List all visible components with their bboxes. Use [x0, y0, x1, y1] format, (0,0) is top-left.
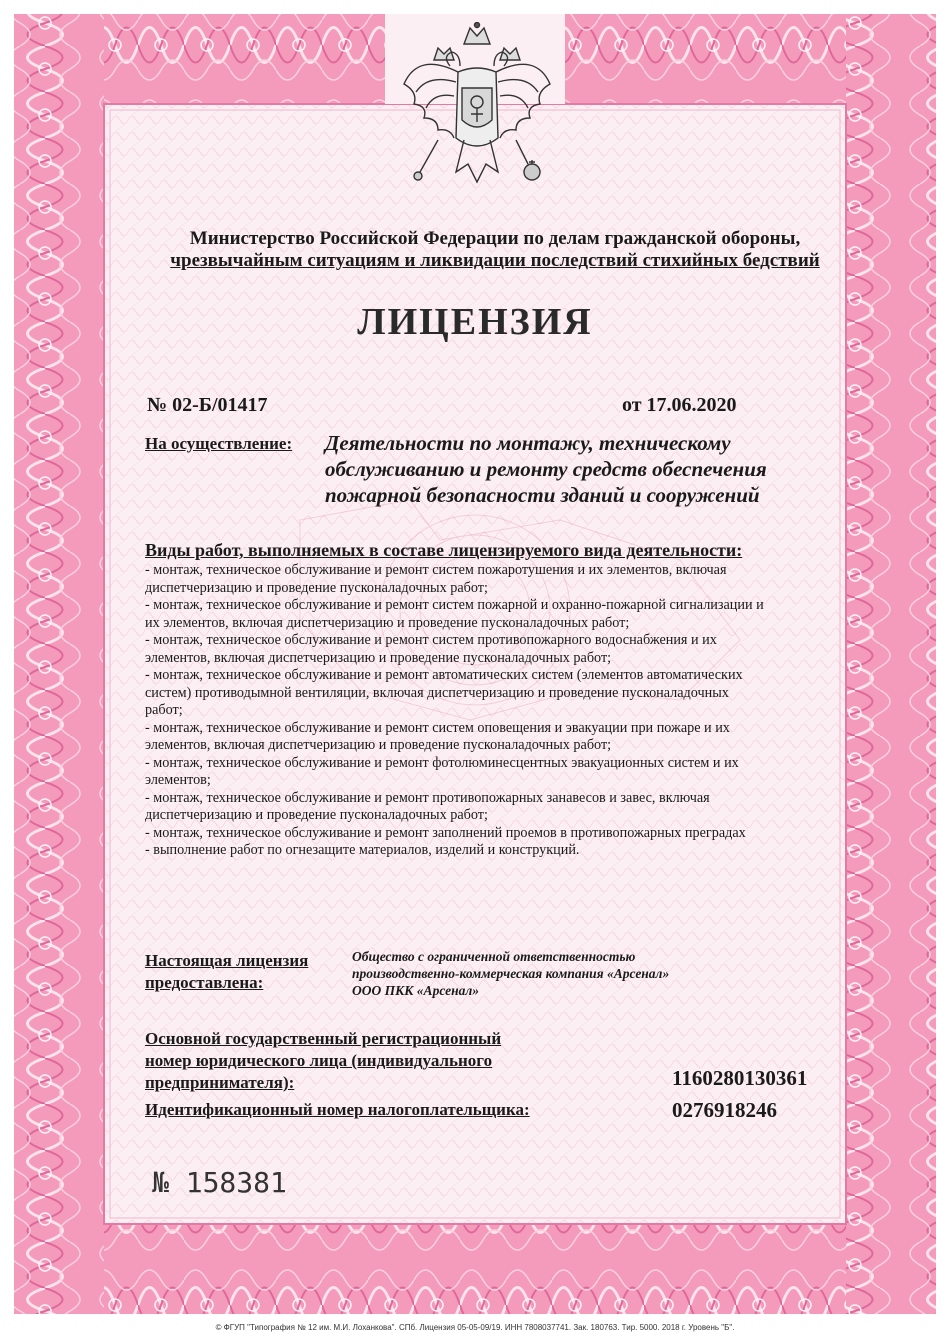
works-line: - монтаж, техническое обслуживание и ремонт автоматических систем (элементов автоматических — [145, 667, 743, 683]
works-line: - монтаж, техническое обслуживание и ремонт систем пожаротушения и их элементов, включая — [145, 562, 727, 578]
works-line: - монтаж, техническое обслуживание и ремонт заполнений проемов в противопожарных преградах — [145, 824, 746, 841]
works-line: элементов, включая диспетчеризацию и проведение пусконаладочных работ; — [145, 737, 612, 753]
works-line: - монтаж, техническое обслуживание и ремонт противопожарных занавесов и завес, включая — [145, 789, 710, 806]
works-line: работ; — [145, 702, 183, 718]
licensee-label-line: предоставлена: — [145, 973, 264, 992]
licensed-activity — [325, 430, 845, 508]
works-line: - монтаж, техническое обслуживание и ремонт фотолюминесцентных эвакуационных систем и их — [145, 754, 739, 771]
works-heading: Виды работ, выполняемых в составе лицензируемого вида деятельности: — [145, 540, 743, 560]
inn-label: Идентификационный номер налогоплательщика: — [145, 1100, 530, 1119]
blank-serial-number: № 158381 — [152, 1166, 287, 1199]
ogrn-label-line: номер юридического лица (индивидуального — [145, 1051, 493, 1070]
licensee-organization — [352, 948, 802, 999]
coat-of-arms-icon — [398, 22, 556, 202]
implementation-label: На осуществление: — [145, 434, 293, 453]
license-number: № 02-Б/01417 — [147, 394, 268, 416]
licensee-label-line: Настоящая лицензия — [145, 951, 309, 970]
activity-line: обслуживанию и ремонту средств обеспечения — [325, 457, 767, 481]
ogrn-label-line: Основной государственный регистрационный — [145, 1029, 502, 1048]
works-line: - монтаж, техническое обслуживание и ремонт систем пожарной и охранно-пожарной сигнализации и — [145, 597, 764, 613]
works-line: диспетчеризацию и проведение пусконаладочных работ; — [145, 807, 488, 823]
inn-value: 0276918246 — [672, 1098, 777, 1122]
works-line: элементов; — [145, 772, 211, 788]
works-line: - монтаж, техническое обслуживание и ремонт систем противопожарного водоснабжения и их — [145, 632, 717, 648]
license-date: от 17.06.2020 — [622, 394, 737, 416]
works-line: - монтаж, техническое обслуживание и ремонт систем оповещения и эвакуации при пожаре и их — [145, 719, 730, 736]
org-line: производственно-коммерческая компания «Арсенал» — [352, 966, 670, 981]
org-line: Общество с ограниченной ответственностью — [352, 949, 636, 964]
works-line: - выполнение работ по огнезащите материалов, изделий и конструкций. — [145, 842, 580, 858]
works-line: систем) противодымной вентиляции, включая диспетчеризацию и проведение пусконаладочных — [145, 684, 729, 701]
ogrn-label-line: предпринимателя): — [145, 1073, 295, 1092]
licensee-label — [145, 950, 345, 994]
ogrn-value: 1160280130361 — [672, 1066, 808, 1090]
works-line: элементов, включая диспетчеризацию и проведение пусконаладочных работ; — [145, 649, 612, 666]
works-line: диспетчеризацию и проведение пусконаладочных работ; — [145, 579, 488, 596]
org-line: ООО ПКК «Арсенал» — [352, 983, 480, 998]
activity-line: пожарной безопасности зданий и сооружений — [325, 483, 760, 507]
ministry-line-2: чрезвычайным ситуациям и ликвидации последствий стихийных бедствий — [170, 250, 820, 271]
works-list — [145, 562, 845, 860]
document-title: ЛИЦЕНЗИЯ — [357, 301, 593, 343]
ministry-line-1: Министерство Российской Федерации по делам гражданской обороны, — [189, 228, 801, 249]
printer-imprint: © ФГУП "Типография № 12 им. М.И. Лоханкова". СПб. Лицензия 05-05-09/19. ИНН 7808037741. Зак. 180763. Тир. 5000. 2018 г. Уровень "Б". — [215, 1323, 735, 1332]
ogrn-label — [145, 1028, 575, 1094]
works-line: их элементов, включая диспетчеризацию и проведение пусконаладочных работ; — [145, 614, 630, 631]
activity-line: Деятельности по монтажу, техническому — [325, 431, 731, 455]
